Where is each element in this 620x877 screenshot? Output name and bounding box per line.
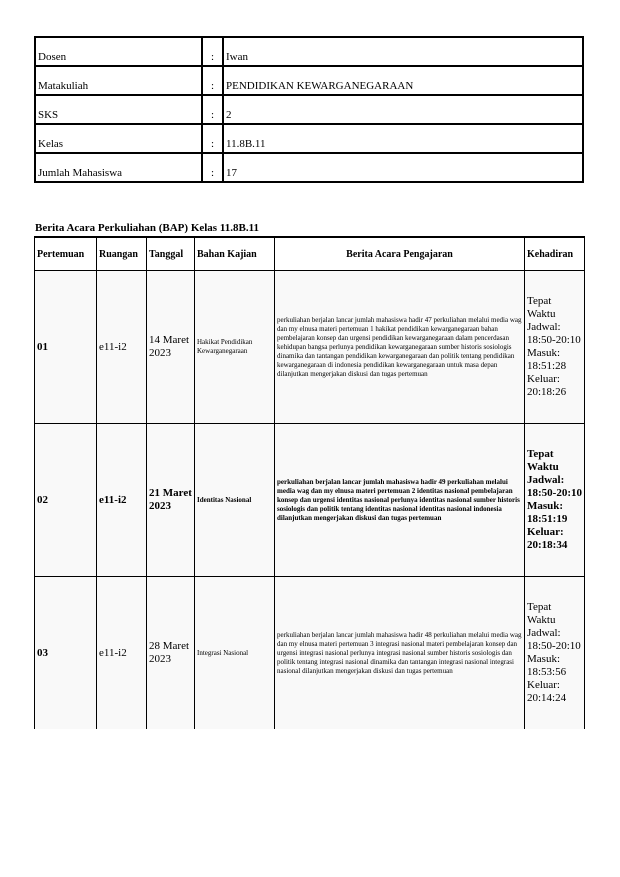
info-label: SKS <box>35 95 202 124</box>
info-separator: : <box>202 66 223 95</box>
info-value: 17 <box>223 153 583 182</box>
topic: Identitas Nasional <box>195 424 275 577</box>
table-row <box>35 577 585 730</box>
info-value: Iwan <box>223 37 583 66</box>
info-value: 2 <box>223 95 583 124</box>
info-label: Dosen <box>35 37 202 66</box>
attendance: Tepat Waktu Jadwal: 18:50-20:10 Masuk: 18:53:56 Keluar: 20:14:24 <box>525 577 585 730</box>
info-separator: : <box>202 37 223 66</box>
header-pertemuan: Pertemuan <box>35 237 97 271</box>
meeting-number: 01 <box>35 271 97 424</box>
header-bahan-kajian: Bahan Kajian <box>195 237 275 271</box>
info-label: Matakuliah <box>35 66 202 95</box>
topic: Integrasi Nasional <box>195 577 275 730</box>
date: 14 Maret 2023 <box>147 271 195 424</box>
bap-title: Berita Acara Perkuliahan (BAP) Kelas 11.8B.11 <box>35 222 259 234</box>
room: e11-i2 <box>97 577 147 730</box>
meeting-number: 02 <box>35 424 97 577</box>
info-separator: : <box>202 153 223 182</box>
info-row-dosen <box>35 37 583 66</box>
date: 28 Maret 2023 <box>147 577 195 730</box>
table-row <box>35 424 585 577</box>
info-row-kelas <box>35 124 583 153</box>
header-ruangan: Ruangan <box>97 237 147 271</box>
teaching-report: perkuliahan berjalan lancar jumlah mahasiswa hadir 47 perkuliahan melalui media wag dan my elnusa materi pertemuan 1 hakikat pendidikan kewarganegaraan bahan pembelajaran konsep dan urgensi pendidikan kewarganegaraan dalam pencerdasan kehidupan bangsa perlunya pendidikan kewarganegaraan sumber historis sosiologis dinamika dan tantangan pendidikan kewarganegaraan dan politik tentang pendidikan kewarganegaraan di indonesia pendidikan kewarganegaraan untuk masa depan dilanjutkan mengerjakan diskusi dan tugas pertemuan <box>275 271 525 424</box>
info-separator: : <box>202 95 223 124</box>
header-berita-acara: Berita Acara Pengajaran <box>275 237 525 271</box>
info-separator: : <box>202 124 223 153</box>
course-info-table <box>34 36 584 183</box>
info-row-jumlah-mahasiswa <box>35 153 583 182</box>
header-kehadiran: Kehadiran <box>525 237 585 271</box>
info-value: 11.8B.11 <box>223 124 583 153</box>
meeting-number: 03 <box>35 577 97 730</box>
bap-header-row <box>35 237 585 271</box>
teaching-report: perkuliahan berjalan lancar jumlah mahasiswa hadir 48 perkuliahan melalui media wag dan my elnusa materi pertemuan 3 integrasi nasional materi pembelajaran konsep dan urgensi integrasi nasional perlunya integrasi nasional sumber historis sosiologis dan politik tentang integrasi nasional dinamika dan tantangan integrasi nasional integrasi nasional dilanjutkan mengerjakan diskusi dan tugas pertemuan <box>275 577 525 730</box>
info-label: Kelas <box>35 124 202 153</box>
attendance: Tepat Waktu Jadwal: 18:50-20:10 Masuk: 18:51:19 Keluar: 20:18:34 <box>525 424 585 577</box>
table-row <box>35 271 585 424</box>
room: e11-i2 <box>97 424 147 577</box>
info-label: Jumlah Mahasiswa <box>35 153 202 182</box>
room: e11-i2 <box>97 271 147 424</box>
date: 21 Maret 2023 <box>147 424 195 577</box>
attendance: Tepat Waktu Jadwal: 18:50-20:10 Masuk: 18:51:28 Keluar: 20:18:26 <box>525 271 585 424</box>
info-row-sks <box>35 95 583 124</box>
info-value: PENDIDIKAN KEWARGANEGARAAN <box>223 66 583 95</box>
topic: Hakikat Pendidikan Kewarganegaraan <box>195 271 275 424</box>
info-row-matakuliah <box>35 66 583 95</box>
teaching-report: perkuliahan berjalan lancar jumlah mahasiswa hadir 49 perkuliahan melalui media wag dan my elnusa materi pertemuan 2 identitas nasional pembelajaran konsep dan urgensi identitas nasional perlunya identitas nasional sumber historis sosiologis dan politik tentang identitas nasional identitas nasional indonesia dilanjutkan mengerjakan diskusi dan tugas pertemuan <box>275 424 525 577</box>
header-tanggal: Tanggal <box>147 237 195 271</box>
bap-table <box>34 236 585 729</box>
